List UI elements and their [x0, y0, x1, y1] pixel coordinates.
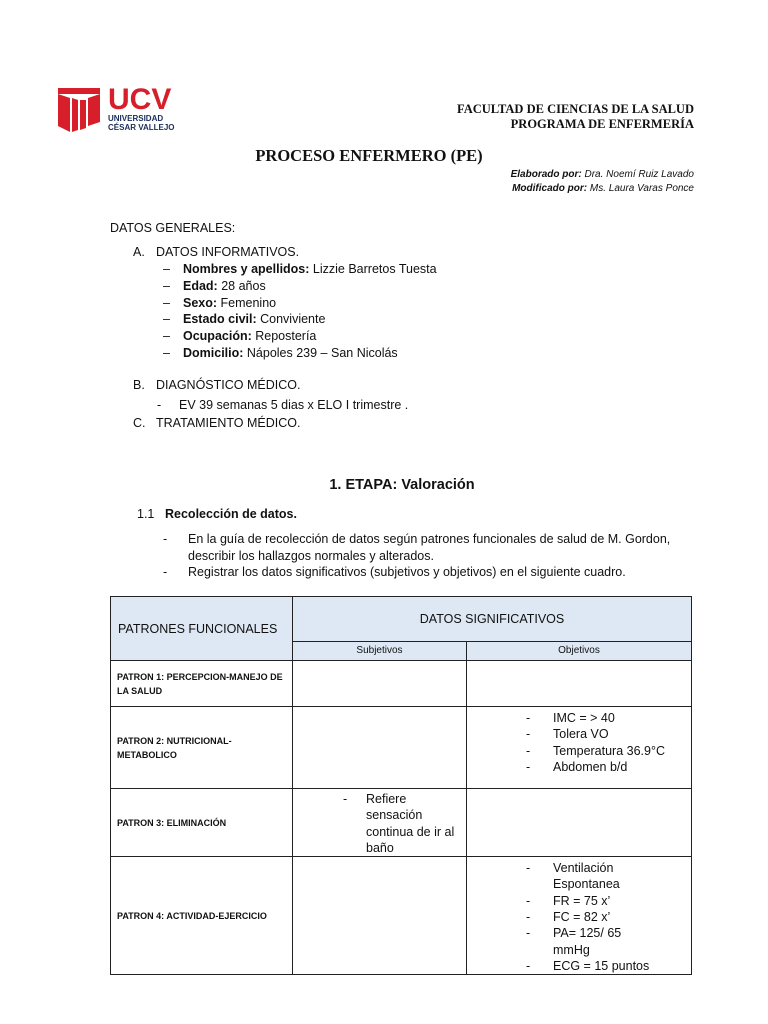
section-c-title: TRATAMIENTO MÉDICO.	[156, 416, 301, 430]
etapa-title: 1. ETAPA: Valoración	[329, 477, 475, 493]
etapa-heading	[0, 477, 768, 493]
dato-text: FC = 82 x’	[553, 910, 611, 925]
item-value: Repostería	[251, 329, 317, 344]
faculty-header	[457, 102, 694, 132]
list-item: - FR = 75 x’	[526, 893, 611, 908]
logo-subtitle-1: UNIVERSIDAD	[108, 114, 164, 123]
item-label: Edad:	[183, 278, 218, 293]
subjetivos-cell	[293, 857, 467, 975]
credits	[511, 168, 694, 196]
datos-generales-heading: DATOS GENERALES:	[110, 221, 236, 235]
item-value: 28 años	[217, 278, 266, 293]
diagnostico-item: - EV 39 semanas 5 dias x ELO I trimestre .	[157, 398, 409, 412]
dato-text: ECG = 15 puntos	[553, 958, 650, 973]
header-patrones: PATRONES FUNCIONALES	[111, 597, 293, 661]
section-c-letter: C.	[133, 416, 146, 430]
subjetivos-cell	[293, 707, 467, 789]
table-row	[111, 857, 692, 975]
dato-text: PA= 125/ 65 mmHg	[553, 926, 622, 957]
header-datos: DATOS SIGNIFICATIVOS	[293, 597, 692, 642]
recoleccion-title: Recolección de datos.	[165, 507, 297, 521]
modificado-label: Modificado por:	[512, 183, 588, 194]
list-item: - Tolera VO	[526, 727, 609, 742]
dato-text: Abdomen b/d	[553, 759, 628, 774]
logo-wordmark: UCV	[108, 83, 172, 116]
objetivos-cell	[467, 661, 692, 707]
header-subjetivos: Subjetivos	[293, 641, 467, 660]
item-label: Domicilio:	[183, 345, 244, 360]
subjetivos-cell	[293, 661, 467, 707]
item-label: Ocupación:	[183, 329, 252, 344]
list-item: - Temperatura 36.9°C	[526, 743, 665, 758]
dato-text: IMC = > 40	[553, 711, 615, 725]
list-item: – Domicilio: Nápoles 239 – San Nicolás	[163, 345, 398, 360]
objetivos-cell	[467, 707, 692, 789]
recoleccion-number: 1.1	[137, 507, 155, 521]
section-c-heading	[133, 416, 300, 430]
program-name: PROGRAMA DE ENFERMERÍA	[510, 117, 694, 131]
section-a-heading	[133, 245, 299, 259]
objetivos-cell	[467, 857, 692, 975]
item-label: Sexo:	[183, 295, 218, 310]
dato-text: Temperatura 36.9°C	[553, 743, 665, 758]
patron-cell: PATRON 4: ACTIVIDAD-EJERCICIO	[111, 857, 293, 975]
list-item: - ECG = 15 puntos	[526, 958, 650, 973]
logo-subtitle-2: CÉSAR VALLEJO	[108, 123, 175, 132]
section-b-heading	[133, 378, 300, 392]
item-value: Nápoles 239 – San Nicolás	[243, 345, 398, 360]
list-item: – Ocupación: Repostería	[163, 329, 317, 344]
patron-cell: PATRON 2: NUTRICIONAL-METABOLICO	[111, 707, 293, 789]
list-item: – Nombres y apellidos: Lizzie Barretos Tuesta	[163, 262, 437, 276]
section-a-title: DATOS INFORMATIVOS.	[156, 245, 300, 259]
elaborado-value: Dra. Noemí Ruiz Lavado	[581, 169, 694, 180]
diagnostico-text: EV 39 semanas 5 dias x ELO I trimestre .	[179, 398, 409, 412]
list-item: - Registrar los datos significativos (subjetivos y objetivos) en el siguiente cuadro.	[163, 565, 626, 579]
dato-text: Tolera VO	[553, 727, 609, 742]
list-item: - IMC = > 40	[526, 711, 615, 725]
modificado-value: Ms. Laura Varas Ponce	[587, 183, 694, 194]
list-item: – Edad: 28 años	[163, 278, 266, 293]
instruction-text: En la guía de recolección de datos según patrones funcionales de salud de M. Gordon, describir los hallazgos normales y alterados.	[188, 532, 671, 563]
patrones-table	[110, 596, 692, 975]
section-b-letter: B.	[133, 378, 145, 392]
patron-cell: PATRON 1: PERCEPCION-MANEJO DE LA SALUD	[111, 661, 293, 707]
item-label: Nombres y apellidos:	[183, 262, 310, 276]
section-b-title: DIAGNÓSTICO MÉDICO.	[156, 378, 301, 392]
table-row	[111, 789, 692, 857]
item-value: Femenino	[217, 295, 277, 310]
ucv-logo	[56, 83, 186, 136]
patron-cell: PATRON 3: ELIMINACIÓN	[111, 789, 293, 857]
list-item: – Sexo: Femenino	[163, 295, 277, 310]
dato-text: FR = 75 x’	[553, 893, 611, 908]
list-item: - En la guía de recolección de datos según patrones funcionales de salud de M. Gordon, describir los hallazgos normales y alterados.	[163, 532, 671, 563]
instruction-text: Registrar los datos significativos (subjetivos y objetivos) en el siguiente cuadro.	[188, 565, 626, 579]
item-value: Conviviente	[256, 312, 326, 327]
subjetivos-cell	[293, 789, 467, 857]
datos-informativos-list	[163, 261, 437, 362]
recoleccion-instructions	[163, 531, 703, 581]
objetivos-cell	[467, 789, 692, 857]
list-item: - FC = 82 x’	[526, 910, 611, 925]
dato-text: Ventilación Espontanea	[553, 861, 620, 892]
list-item: - Ventilación Espontanea	[526, 861, 620, 892]
faculty-name: FACULTAD DE CIENCIAS DE LA SALUD	[457, 102, 694, 116]
table-row	[111, 661, 692, 707]
list-item: – Estado civil: Conviviente	[163, 312, 326, 327]
document-title	[0, 146, 768, 166]
table-row	[111, 707, 692, 789]
document-title-text: PROCESO ENFERMERO (PE)	[255, 146, 483, 165]
section-a-letter: A.	[133, 245, 145, 259]
item-value: Lizzie Barretos Tuesta	[309, 262, 437, 276]
ucv-emblem-icon	[56, 86, 102, 134]
item-label: Estado civil:	[183, 312, 257, 327]
list-item: - Abdomen b/d	[526, 759, 628, 774]
header-objetivos: Objetivos	[467, 641, 692, 660]
recoleccion-heading	[137, 507, 297, 521]
elaborado-label: Elaborado por:	[510, 169, 582, 180]
list-item: - Refiere sensación continua de ir al baño	[343, 792, 455, 855]
dato-text: Refiere sensación continua de ir al baño	[366, 792, 455, 855]
list-item: - PA= 125/ 65 mmHg	[526, 926, 622, 957]
